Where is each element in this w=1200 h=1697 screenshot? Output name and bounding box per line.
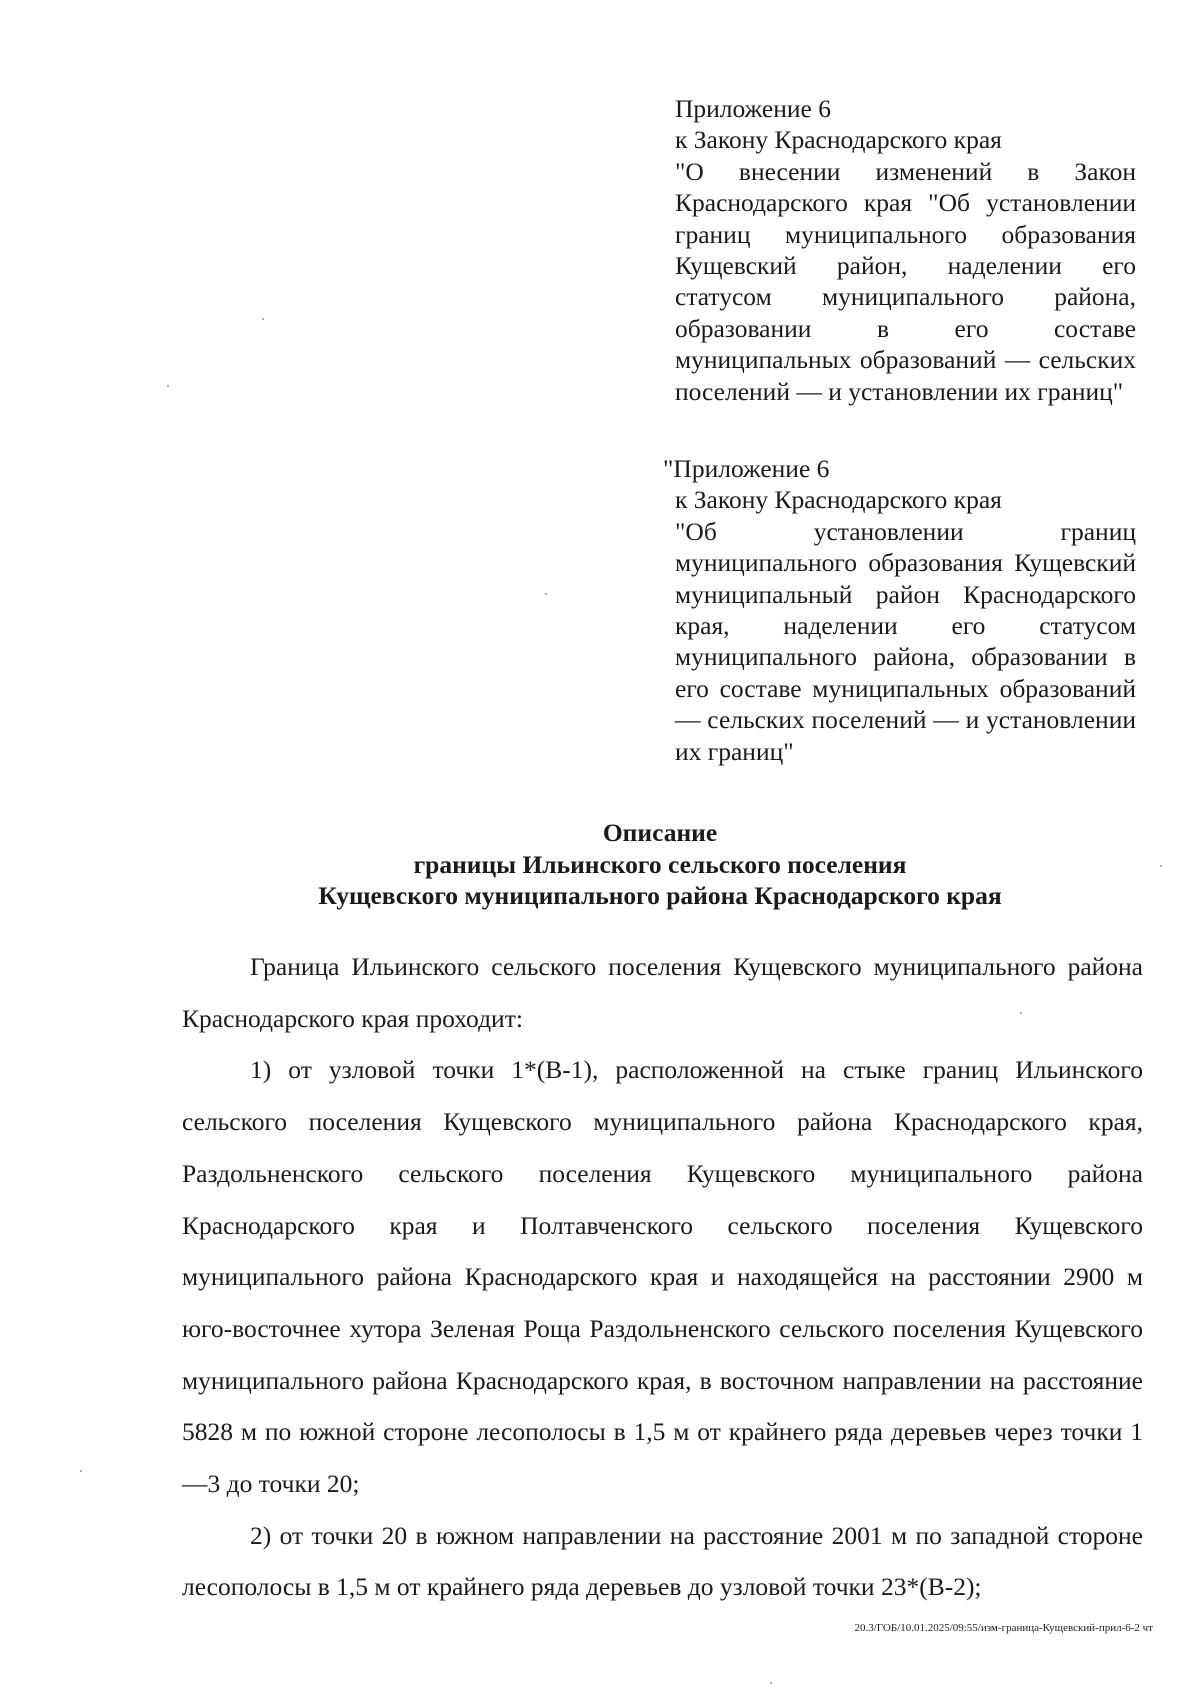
title-line-2: границы Ильинского сельского поселения (413, 849, 907, 879)
scan-speck (770, 1682, 772, 1684)
document-body (182, 941, 1143, 1613)
annex-heading: Приложение 6 (675, 94, 831, 123)
intro-paragraph: Граница Ильинского сельского поселения Кущевского муниципального района Краснодарского края проходит: (182, 952, 1143, 1033)
document-title (180, 817, 1140, 912)
scan-speck (545, 593, 547, 595)
annex-law-title: "Об установлении границ муниципального образования Кущевский муниципальный район Краснодарского края, наделении его статусом муниципального района, образовании в его составе муниципальных образований — сельских поселений — и установлении их границ" (675, 516, 1136, 766)
title-line-3: Кущевского муниципального района Краснодарского края (318, 881, 1002, 910)
boundary-item-1: 1) от узловой точки 1*(В-1), расположенной на стыке границ Ильинского сельского поселения Кущевского муниципального района Краснодарского края, Раздольненского сельского поселения Кущевского муниципального района Краснодарского края и Полтавченского сельского поселения Кущевского муниципального района Краснодарского края и находящейся на расстоянии 2900 м юго-восточнее хутора Зеленая Роща Раздольненского сельского поселения Кущевского муниципального района Краснодарского края, в восточном направлении на расстояние 5828 м по южной стороне лесополосы в 1,5 м от крайнего ряда деревьев через точки 1—3 до точки 20; (182, 1055, 1143, 1499)
scan-speck (1160, 865, 1162, 867)
annex-header-amending (675, 93, 1136, 407)
scan-speck (167, 385, 169, 387)
annex-heading: "Приложение 6 (663, 454, 830, 483)
boundary-item-2: 2) от точки 20 в южном направлении на расстояние 2001 м по западной стороне лесополосы в 1,5 м от крайнего ряда деревьев до узловой точки 23*(В-2); (182, 1520, 1143, 1602)
scan-speck (80, 1470, 82, 1472)
annex-law-reference: к Закону Краснодарского края (675, 125, 1002, 155)
title-line-1: Описание (602, 818, 718, 847)
annex-law-reference: к Закону Краснодарского края (675, 485, 1002, 515)
scan-speck (262, 318, 264, 320)
annex-header-original (663, 453, 1136, 767)
annex-law-title: "О внесении изменений в Закон Краснодарского края "Об установлении границ муниципального образования Кущевский район, наделении его статусом муниципального района, образовании в его составе муниципальных образований — сельских поселений — и установлении их границ" (675, 156, 1136, 406)
document-footer-code: 20.3/ГОБ/10.01.2025/09:55/изм-граница-Кущевский-прил-6-2 чт (854, 1622, 1153, 1634)
scan-speck (1020, 1012, 1022, 1014)
